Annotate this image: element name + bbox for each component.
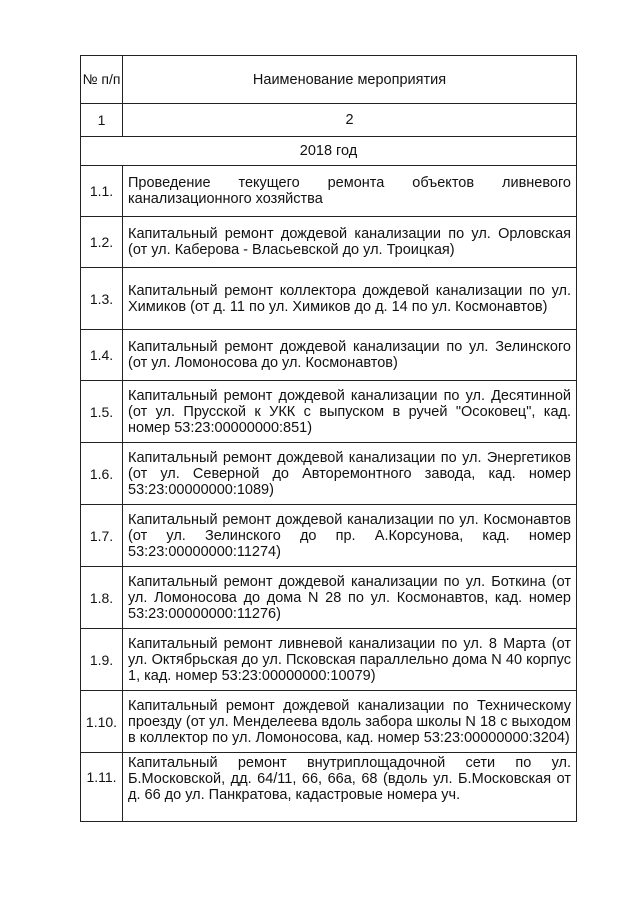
row-measure-name: Капитальный ремонт дождевой канализации по ул. Космонавтов (от ул. Зелинского до пр. А.Корсунова, кад. номер 53:23:00000000:11274) <box>123 505 577 567</box>
table-row <box>81 330 577 381</box>
table-row <box>81 629 577 691</box>
table-row <box>81 443 577 505</box>
row-number: 1.6. <box>81 443 123 505</box>
row-number: 1.4. <box>81 330 123 381</box>
header-num-cell <box>81 56 123 104</box>
row-measure-name: Капитальный ремонт коллектора дождевой канализации по ул. Химиков (от д. 11 по ул. Химиков до д. 14 по ул. Космонавтов) <box>123 268 577 330</box>
row-measure-name: Капитальный ремонт дождевой канализации по ул. Орловская (от ул. Каберова - Власьевской до ул. Троицкая) <box>123 217 577 268</box>
table-row <box>81 691 577 753</box>
table-row <box>81 166 577 217</box>
table-header-row <box>81 56 577 104</box>
column-number-row <box>81 104 577 137</box>
row-number: 1.9. <box>81 629 123 691</box>
table-row <box>81 268 577 330</box>
measures-table <box>80 55 577 822</box>
table-row <box>81 381 577 443</box>
header-name-cell <box>123 56 577 104</box>
row-measure-name: Капитальный ремонт дождевой канализации по ул. Десятинной (от ул. Прусской к УКК с выпуском в ручей "Осоковец", кад. номер 53:23:00000000:851) <box>123 381 577 443</box>
year-row <box>81 137 577 166</box>
column-number-1: 1 <box>81 104 123 137</box>
row-number: 1.7. <box>81 505 123 567</box>
row-measure-name: Капитальный ремонт дождевой канализации по ул. Боткина (от ул. Ломоносова до дома N 28 по ул. Космонавтов, кад. номер 53:23:00000000:11276) <box>123 567 577 629</box>
table-row <box>81 217 577 268</box>
header-name-label: Наименование мероприятия <box>252 71 447 88</box>
row-number: 1.8. <box>81 567 123 629</box>
row-number: 1.3. <box>81 268 123 330</box>
row-measure-name: Капитальный ремонт дождевой канализации по ул. Энергетиков (от ул. Северной до Авторемонтного завода, кад. номер 53:23:00000000:1089) <box>123 443 577 505</box>
row-number: 1.1. <box>81 166 123 217</box>
table-row <box>81 505 577 567</box>
row-measure-name: Капитальный ремонт ливневой канализации по ул. 8 Марта (от ул. Октябрьская до ул. Псковская параллельно дома N 40 корпус 1, кад. номер 53:23:00000000:10079) <box>123 629 577 691</box>
row-measure-name: Капитальный ремонт внутриплощадочной сети по ул. Б.Московской, дд. 64/11, 66, 66а, 68 (вдоль ул. Б.Московская от д. 66 до ул. Панкратова, кадастровые номера уч. <box>123 753 577 822</box>
table-row <box>81 567 577 629</box>
row-number: 1.5. <box>81 381 123 443</box>
row-measure-name: Капитальный ремонт дождевой канализации по Техническому проезду (от ул. Менделеева вдоль забора школы N 18 с выходом в коллектор по ул. Ломоносова, кад. номер 53:23:00000000:3204) <box>123 691 577 753</box>
year-label: 2018 год <box>81 137 577 166</box>
row-measure-name: Проведение текущего ремонта объектов ливневого канализационного хозяйства <box>123 166 577 217</box>
row-number: 1.10. <box>81 691 123 753</box>
row-measure-name: Капитальный ремонт дождевой канализации по ул. Зелинского (от ул. Ломоносова до ул. Космонавтов) <box>123 330 577 381</box>
row-number: 1.2. <box>81 217 123 268</box>
column-number-2: 2 <box>123 104 577 137</box>
table-row <box>81 753 577 822</box>
row-number: 1.11. <box>81 753 123 822</box>
header-num-label: № п/п <box>82 71 121 87</box>
